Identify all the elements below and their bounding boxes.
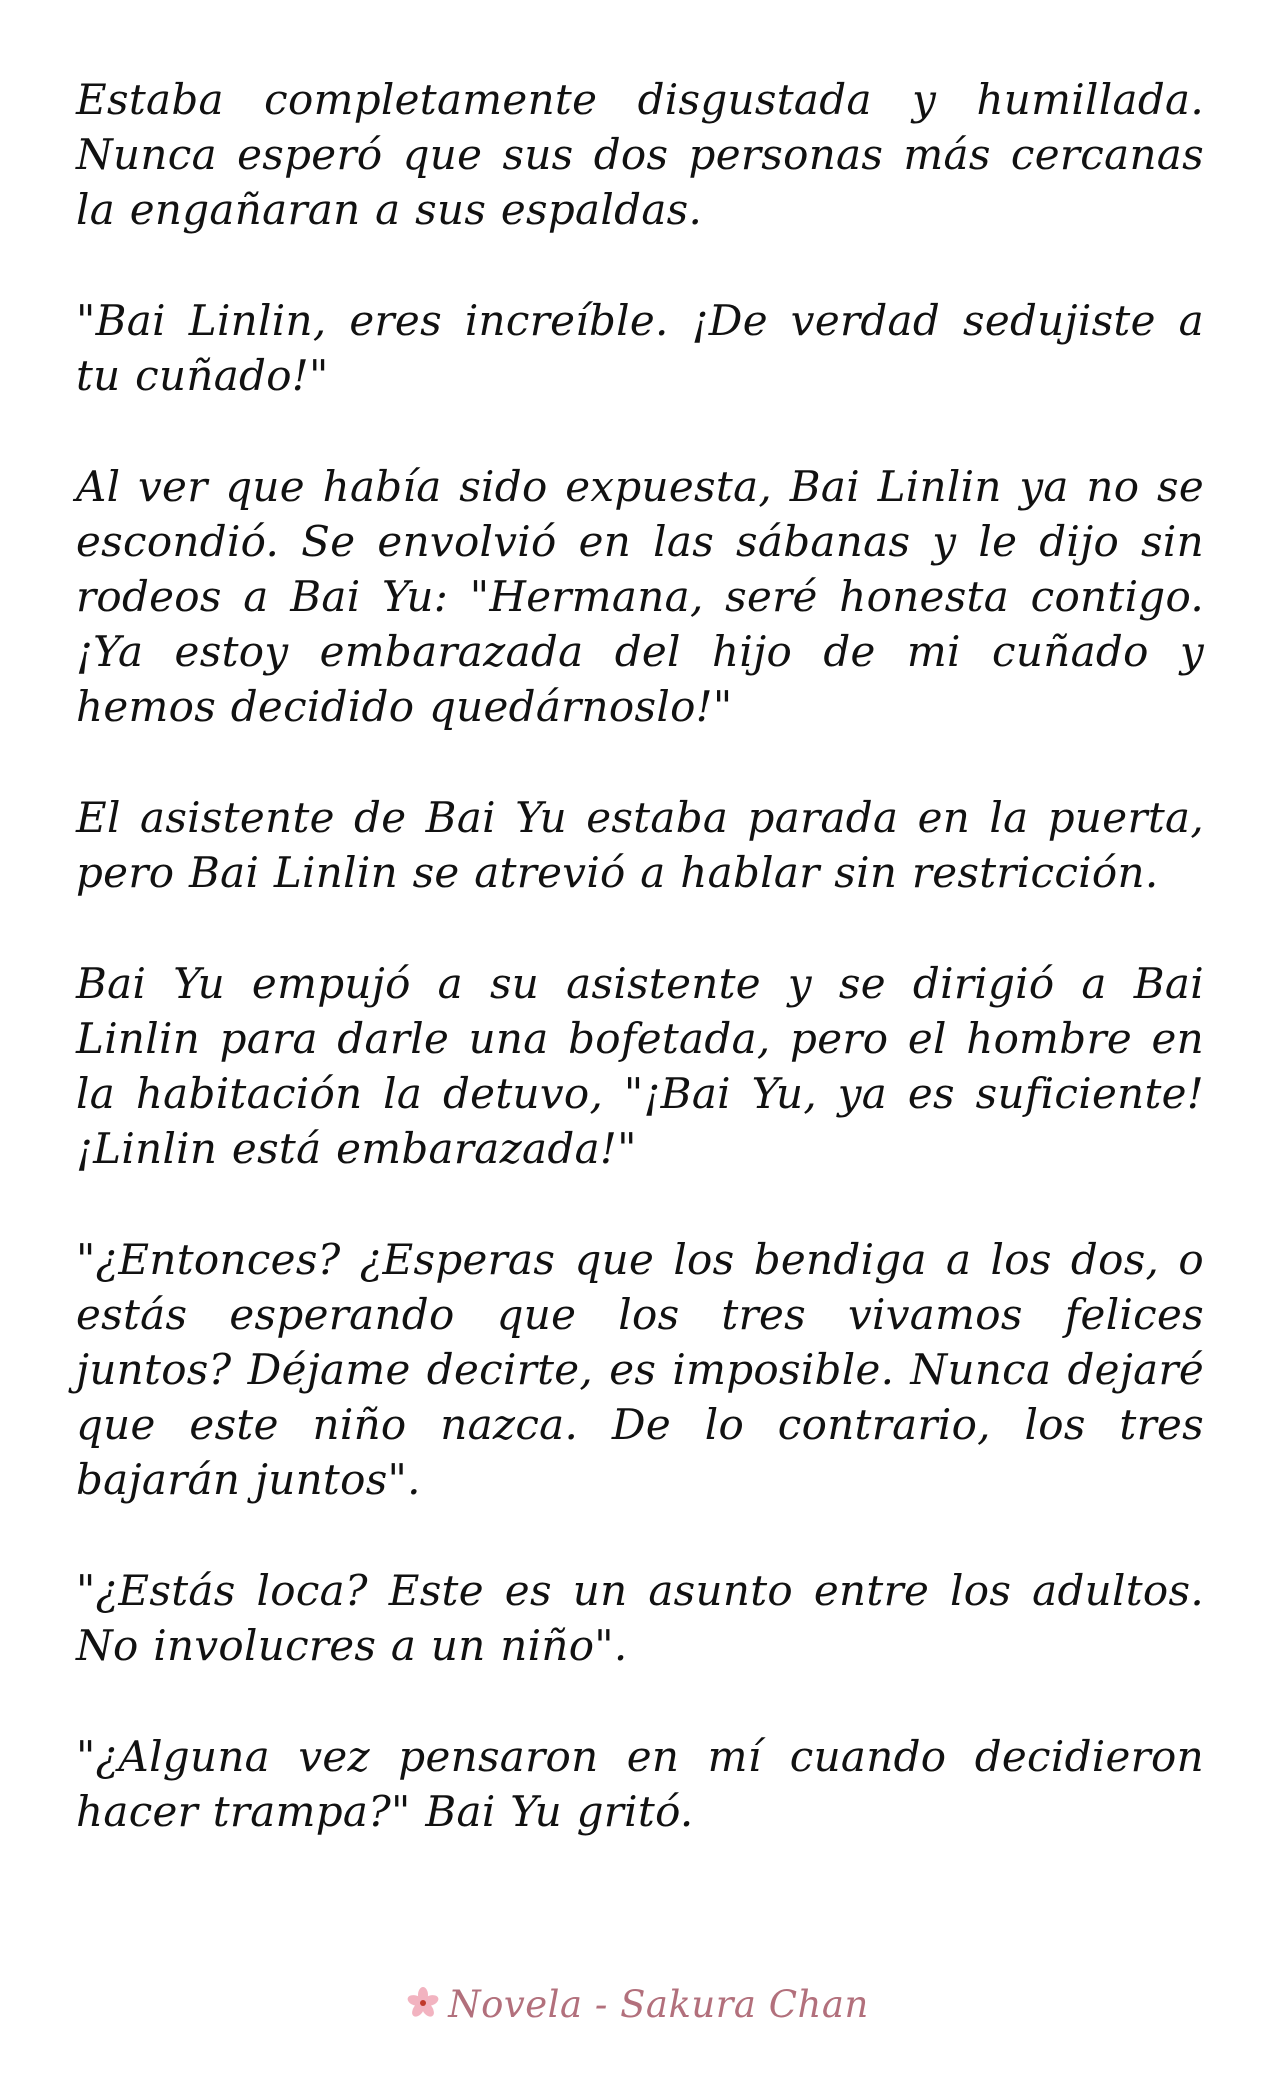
paragraph-5: Bai Yu empujó a su asistente y se dirigió a Bai Linlin para darle una bofetada, pero el hombre en la habitación la detuvo, "¡Bai Yu, ya es suficiente! ¡Linlin está embarazada!" (76, 959, 1204, 1173)
paragraph-4: El asistente de Bai Yu estaba parada en la puerta, pero Bai Linlin se atrevió a hablar sin restricción. (76, 793, 1204, 897)
paragraph-1: Estaba completamente disgustada y humillada. Nunca esperó que sus dos personas más cercanas la engañaran a sus espaldas. (76, 75, 1204, 234)
paragraph-6: "¿Entonces? ¿Esperas que los bendiga a los dos, o estás esperando que los tres vivamos felices juntos? Déjame decirte, es imposible. Nunca dejaré que este niño nazca. De lo contrario, los tres bajarán juntos". (76, 1235, 1204, 1504)
paragraph-2: "Bai Linlin, eres increíble. ¡De verdad sedujiste a tu cuñado!" (76, 296, 1204, 400)
watermark (0, 1983, 1275, 2026)
paragraph-3: Al ver que había sido expuesta, Bai Linlin ya no se escondió. Se envolvió en las sábanas y le dijo sin rodeos a Bai Yu: "Hermana, seré honesta contigo. ¡Ya estoy embarazada del hijo de mi cuñado y hemos decidido quedárnoslo!" (76, 462, 1204, 731)
sakura-flower-icon (406, 1986, 440, 2020)
paragraph-7: "¿Estás loca? Este es un asunto entre los adultos. No involucres a un niño". (76, 1566, 1204, 1670)
story-text (76, 72, 1204, 1895)
paragraph-8: "¿Alguna vez pensaron en mí cuando decidieron hacer trampa?" Bai Yu gritó. (76, 1732, 1204, 1836)
watermark-text: Novela - Sakura Chan (448, 1983, 869, 2026)
